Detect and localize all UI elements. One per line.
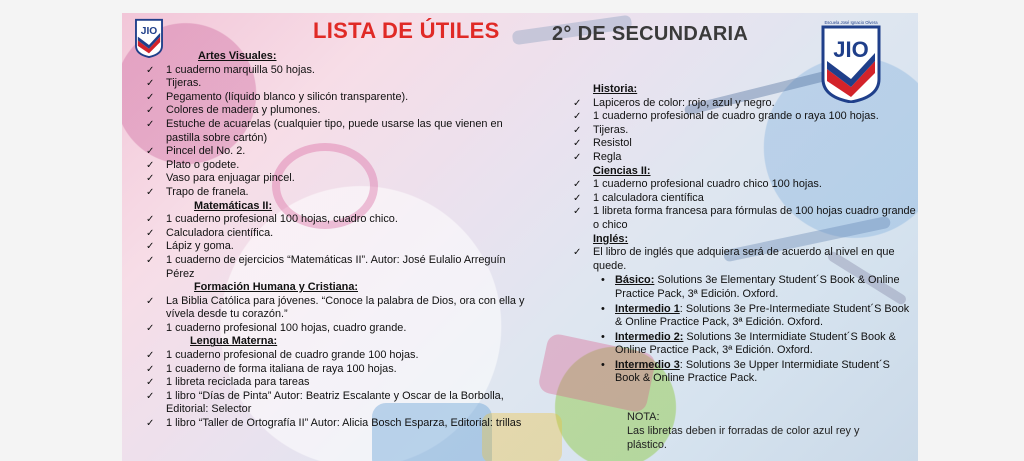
list-item <box>140 227 535 241</box>
logo-text: JIO <box>140 25 158 37</box>
list-item <box>140 172 535 186</box>
checkmark-icon: ✓ <box>146 295 155 307</box>
checkmark-icon: ✓ <box>146 363 155 375</box>
checkmark-icon: ✓ <box>146 390 155 402</box>
checkmark-icon: ✓ <box>146 377 155 389</box>
list-item <box>140 322 535 336</box>
bullet-icon: • <box>601 302 605 315</box>
english-level-text: Solutions 3e Elementary Student´S Book & Online Practice Pack, 3ª Edición. Oxford. <box>615 274 900 300</box>
checkmark-icon: ✓ <box>573 97 582 109</box>
checkmark-icon: ✓ <box>146 418 155 430</box>
checkmark-icon: ✓ <box>573 206 582 218</box>
list-item <box>567 246 917 273</box>
list-item <box>140 91 535 105</box>
checkmark-icon: ✓ <box>146 146 155 158</box>
checkmark-icon: ✓ <box>146 118 155 130</box>
note-label: NOTA: <box>627 411 660 423</box>
list-item-text: Colores de madera y plumones. <box>166 104 321 117</box>
list-item <box>567 178 917 192</box>
checkmark-icon: ✓ <box>573 179 582 191</box>
bullet-icon: • <box>601 358 605 371</box>
list-item <box>140 240 535 254</box>
bullet-icon: • <box>601 274 605 287</box>
english-level-item <box>601 359 917 386</box>
english-level-text: Solutions 3e Intermidiate Student´S Book & Online Practice Pack, 3ª Edición. Oxford. <box>615 330 896 357</box>
list-item-text: Pegamento (líquido blanco y silicón transparente). <box>166 90 409 103</box>
english-level-item <box>601 303 917 330</box>
section-heading: Ciencias II: <box>593 164 651 177</box>
list-item <box>140 186 535 200</box>
supply-list <box>567 246 917 273</box>
list-item <box>140 417 535 431</box>
list-item-text: 1 cuaderno profesional 100 hojas, cuadro grande. <box>166 321 407 334</box>
list-item-text: El libro de inglés que adquiera será de acuerdo al nivel en que quede. <box>593 246 895 272</box>
supply-list <box>567 97 917 165</box>
list-item-text: Resistol <box>593 137 632 150</box>
list-item <box>567 110 917 124</box>
checkmark-icon: ✓ <box>573 192 582 204</box>
list-item <box>567 192 917 206</box>
list-item-text: La Biblia Católica para jóvenes. “Conoce la palabra de Dios, ora con ella y vívela desde tu corazón.” <box>166 294 525 321</box>
supply-list <box>140 349 535 431</box>
list-item <box>567 97 917 111</box>
english-level-text: : Solutions 3e Pre-Intermediate Student´S Book & Online Practice Pack, 3ª Edición. Oxford. <box>615 302 910 329</box>
list-item-text: Lapiceros de color: rojo, azul y negro. <box>593 96 775 109</box>
checkmark-icon: ✓ <box>146 105 155 117</box>
list-item <box>567 205 917 232</box>
list-item-text: 1 libro “Días de Pinta” Autor: Beatriz Escalante y Oscar de la Borbolla, Editorial: Selector <box>166 389 504 416</box>
list-item <box>140 390 535 417</box>
checkmark-icon: ✓ <box>146 241 155 253</box>
english-levels-list <box>567 274 917 386</box>
list-item <box>140 118 535 145</box>
section-heading: Historia: <box>593 83 638 95</box>
checkmark-icon: ✓ <box>146 350 155 362</box>
supply-list <box>140 213 535 281</box>
list-item <box>140 64 535 78</box>
supply-list-sheet <box>122 13 918 461</box>
checkmark-icon: ✓ <box>146 159 155 171</box>
list-item-text: 1 cuaderno de ejercicios “Matemáticas II”. Autor: José Eulalio Arreguín Pérez <box>166 253 506 280</box>
checkmark-icon: ✓ <box>573 151 582 163</box>
logo-text: JIO <box>833 37 869 62</box>
section-heading: Lengua Materna: <box>190 335 278 348</box>
checkmark-icon: ✓ <box>146 91 155 103</box>
list-item <box>140 159 535 173</box>
list-item <box>140 77 535 91</box>
right-sections <box>567 83 917 273</box>
checkmark-icon: ✓ <box>146 227 155 239</box>
english-level-label: Intermedio 1 <box>615 302 680 315</box>
list-item-text: 1 libro “Taller de Ortografía II” Autor: Alicia Bosch Esparza, Editorial: trillas <box>166 417 522 430</box>
list-item-text: Vaso para enjuagar pincel. <box>166 172 295 185</box>
logo-caption: Escuela José Ignacio Olvera <box>824 20 878 25</box>
list-item-text: Regla <box>593 150 622 163</box>
checkmark-icon: ✓ <box>573 111 582 123</box>
list-item <box>140 349 535 363</box>
list-item <box>140 376 535 390</box>
section-heading: Inglés: <box>593 232 629 245</box>
list-item-text: Calculadora científica. <box>166 226 274 239</box>
list-item <box>140 295 535 322</box>
right-column <box>567 83 917 387</box>
list-item-text: Trapo de franela. <box>166 185 249 198</box>
checkmark-icon: ✓ <box>573 138 582 150</box>
english-level-item <box>601 274 917 301</box>
list-item-text: Tijeras. <box>593 123 629 136</box>
list-item-text: 1 calculadora científica <box>593 191 704 204</box>
checkmark-icon: ✓ <box>146 322 155 334</box>
list-item-text: Pincel del No. 2. <box>166 145 246 158</box>
english-level-item <box>601 331 917 358</box>
list-item <box>140 104 535 118</box>
english-level-label: Intermedio 3 <box>615 358 680 371</box>
checkmark-icon: ✓ <box>146 186 155 198</box>
list-item-text: Tijeras. <box>166 77 202 90</box>
list-item <box>140 213 535 227</box>
list-item-text: Plato o godete. <box>166 158 240 171</box>
list-item-text: 1 cuaderno marquilla 50 hojas. <box>166 63 315 76</box>
section-heading: Matemáticas II: <box>194 199 273 212</box>
checkmark-icon: ✓ <box>573 124 582 136</box>
checkmark-icon: ✓ <box>146 173 155 185</box>
supply-list <box>140 295 535 336</box>
checkmark-icon: ✓ <box>146 78 155 90</box>
list-item-text: 1 cuaderno profesional de cuadro grande 100 hojas. <box>166 349 419 362</box>
checkmark-icon: ✓ <box>146 254 155 266</box>
note-block <box>627 410 887 452</box>
list-item-text: 1 libreta forma francesa para fórmulas de 100 hojas cuadro grande o chico <box>593 205 916 231</box>
english-level-label: Intermedio 2: <box>615 330 684 343</box>
checkmark-icon: ✓ <box>146 214 155 226</box>
list-item-text: 1 cuaderno de forma italiana de raya 100 hojas. <box>166 362 397 375</box>
list-item <box>140 363 535 377</box>
list-item <box>567 124 917 138</box>
note-text: Las libretas deben ir forradas de color azul rey y plástico. <box>627 425 860 451</box>
checkmark-icon: ✓ <box>146 64 155 76</box>
left-column <box>140 50 535 431</box>
checkmark-icon: ✓ <box>573 247 582 259</box>
list-item-text: Lápiz y goma. <box>166 240 234 253</box>
list-item <box>140 254 535 281</box>
english-level-text: : Solutions 3e Upper Intermidiate Student´S Book & Online Practice Pack. <box>615 358 890 385</box>
english-level-label: Básico: <box>615 274 655 287</box>
supply-list <box>140 64 535 200</box>
list-item-text: 1 libreta reciclada para tareas <box>166 376 310 389</box>
list-item-text: 1 cuaderno profesional 100 hojas, cuadro chico. <box>166 213 398 226</box>
section-heading: Formación Humana y Cristiana: <box>194 281 359 294</box>
supply-list <box>567 178 917 232</box>
list-item <box>567 137 917 151</box>
list-item-text: 1 cuaderno profesional de cuadro grande o raya 100 hojas. <box>593 110 879 123</box>
list-item <box>140 145 535 159</box>
grade-title: 2° DE SECUNDARIA <box>552 23 749 45</box>
page-title: LISTA DE ÚTILES <box>313 18 500 43</box>
list-item-text: Estuche de acuarelas (cualquier tipo, puede usarse las que vienen en pastilla sobre cartón) <box>166 117 503 144</box>
section-heading: Artes Visuales: <box>198 50 277 62</box>
list-item <box>567 151 917 165</box>
bullet-icon: • <box>601 330 605 343</box>
list-item-text: 1 cuaderno profesional cuadro chico 100 hojas. <box>593 178 822 191</box>
